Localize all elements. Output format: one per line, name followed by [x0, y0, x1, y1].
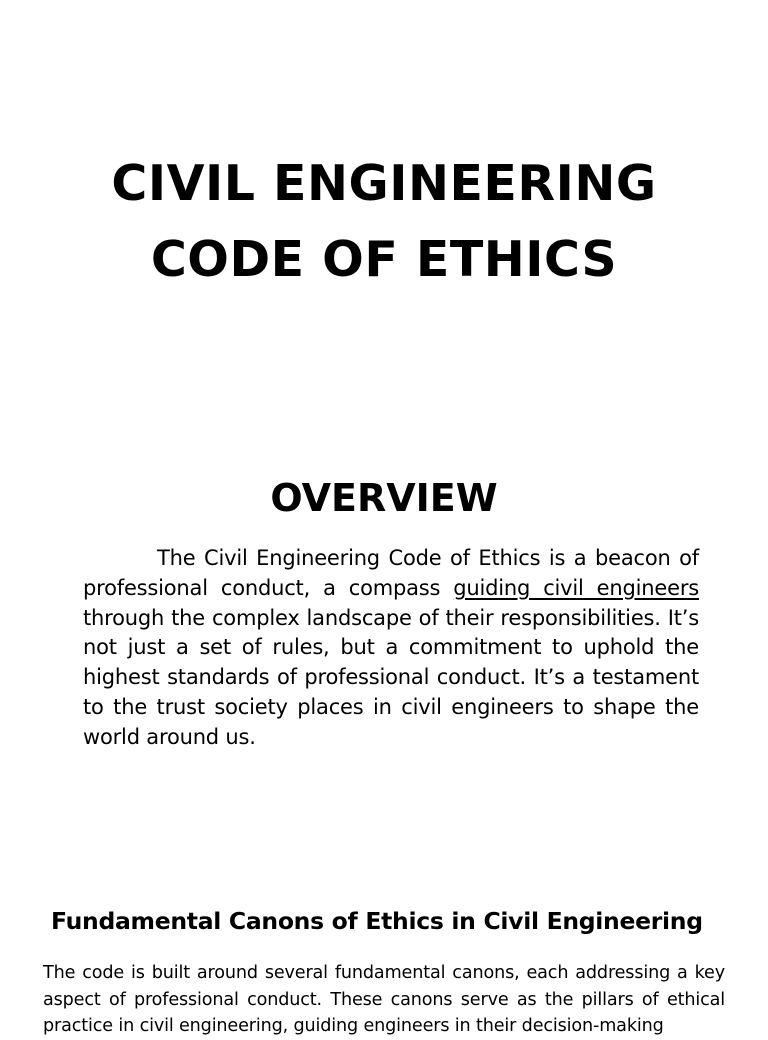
- title-line-2: CODE OF ETHICS: [150, 231, 618, 288]
- overview-text-end: through the complex landscape of their responsibilities. It’s not just a set of rules, but a commitment to uphold the highest standards of professional conduct. It’s a testament to the trust society places in civil engineers to shape the world around us.: [83, 605, 699, 749]
- overview-heading: OVERVIEW: [270, 476, 498, 520]
- overview-text-start: The Civil Engineering Code of Ethics is a beacon of professional conduct, a compass: [83, 546, 699, 600]
- guiding-civil-engineers-link[interactable]: guiding civil engineers: [453, 575, 699, 600]
- canons-heading: Fundamental Canons of Ethics in Civil Engineering: [51, 907, 703, 935]
- overview-paragraph: [83, 544, 699, 753]
- document-title: [0, 146, 768, 298]
- title-line-1: CIVIL ENGINEERING: [111, 155, 657, 212]
- canons-paragraph: The code is built around several fundamental canons, each addressing a key aspect of professional conduct. These canons serve as the pillars of ethical practice in civil engineering, guiding engineers in their decision-making: [43, 963, 725, 1036]
